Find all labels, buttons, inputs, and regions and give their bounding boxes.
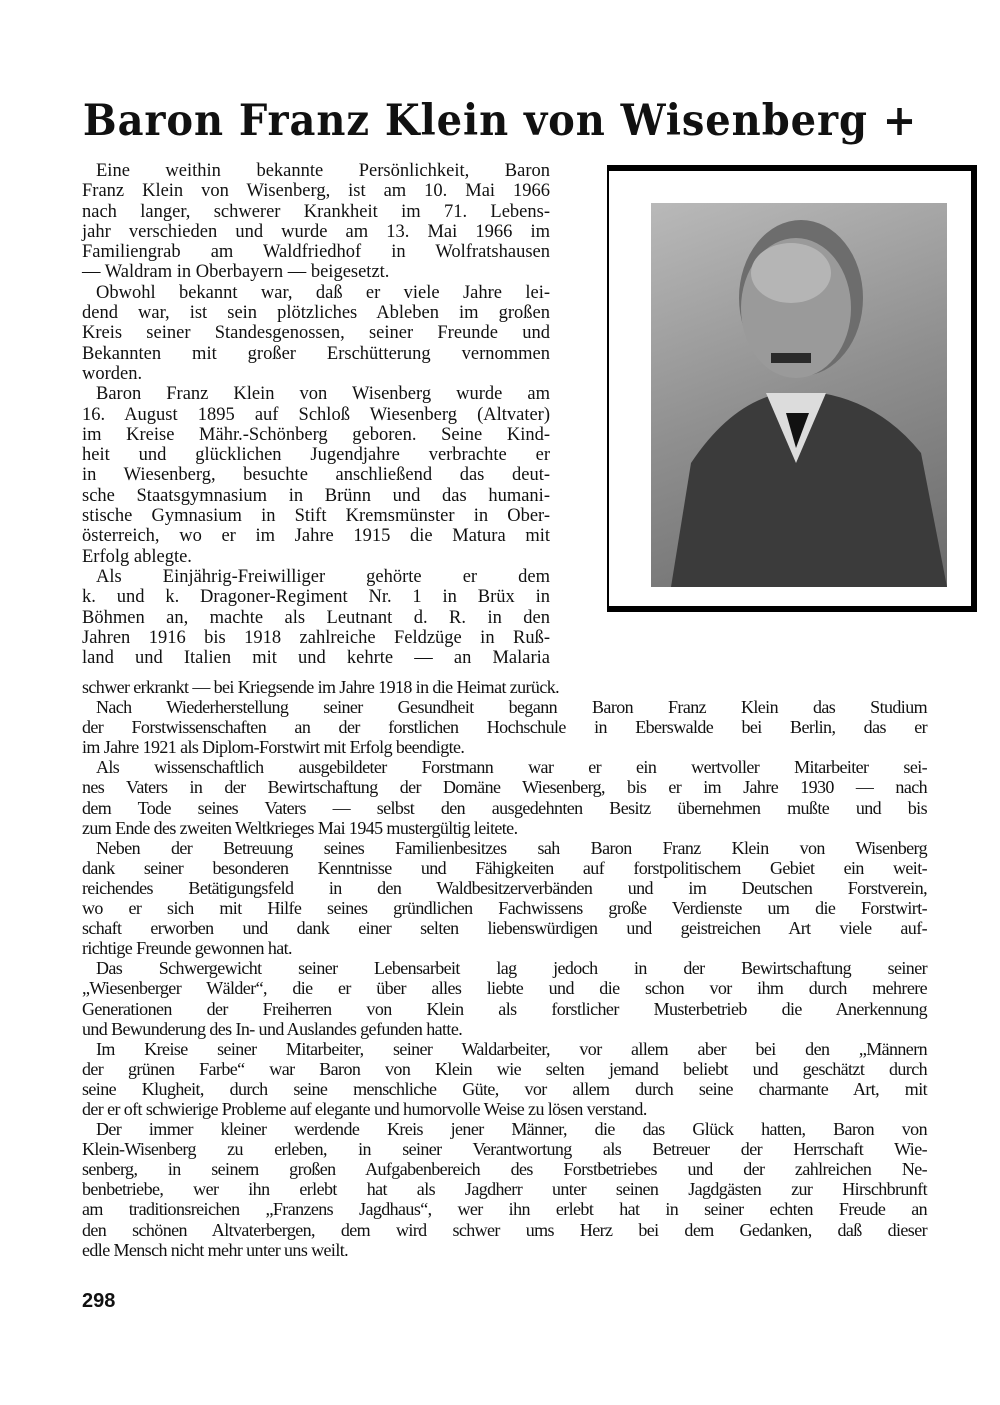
text-line: Als wissenschaftlich ausgebildeter Forstmann war er ein wertvoller Mitarbeiter sei- — [96, 757, 927, 778]
text-line: zum Ende des zweiten Weltkrieges Mai 1945 mustergültig leitete. — [82, 817, 518, 838]
text-line: k. und k. Dragoner-Regiment Nr. 1 in Brüx in — [82, 587, 550, 608]
text-line: Neben der Betreuung seines Familienbesitzes sah Baron Franz Klein von Wisenberg — [96, 837, 927, 858]
text-line: in Wiesenberg, besuchte anschließend das deut- — [82, 465, 550, 486]
text-line: Im Kreise seiner Mitarbeiter, seiner Waldarbeiter, vor allem aber bei den „Männern — [96, 1038, 927, 1059]
text-line: sche Staatsgymnasium in Brünn und das humani- — [82, 485, 550, 506]
text-line: Obwohl bekannt war, daß er viele Jahre lei- — [96, 282, 550, 303]
text-line: Baron Franz Klein von Wisenberg wurde am — [96, 384, 550, 405]
text-line: 16. August 1895 auf Schloß Wiesenberg (Altvater) — [82, 404, 550, 425]
page-number: 298 — [82, 1290, 116, 1312]
text-line: richtige Freunde gewonnen hat. — [82, 938, 292, 959]
text-line: Generationen der Freiherren von Klein als forstlicher Musterbetrieb die Anerkennung — [82, 998, 927, 1019]
text-line: wo er sich mit Hilfe seines gründlichen Fachwissens große Verdienste um die Forstwirt- — [82, 898, 927, 919]
article-body-full-width — [82, 677, 927, 1260]
text-line: österreich, wo er im Jahre 1915 die Matura mit — [82, 526, 550, 547]
text-line: der Forstwissenschaften an der forstlichen Hochschule in Eberswalde bei Berlin, das er — [82, 717, 927, 738]
text-line: benbetriebe, wer ihn erlebt hat als Jagdherr unter seinen Jagdgästen zur Hirschbrunft — [82, 1179, 927, 1200]
text-line: dem Tode seines Vaters — selbst den ausgedehnten Besitz übernehmen mußte und bis — [82, 797, 927, 818]
text-line: worden. — [82, 363, 143, 384]
text-line: seine Klugheit, durch seine menschliche Güte, vor allem durch seine charmante Art, mit — [82, 1078, 927, 1099]
text-line: der er oft schwierige Probleme auf elegante und humorvolle Weise zu lösen verstand. — [82, 1098, 647, 1119]
text-line: im Jahre 1921 als Diplom-Forstwirt mit Erfolg beendigte. — [82, 737, 465, 758]
text-line: nach langer, schwerer Krankheit im 71. Lebens- — [82, 201, 550, 222]
text-line: „Wiesenberger Wälder“, die er über alles liebte und die schon vor ihm durch mehrere — [82, 978, 927, 999]
portrait-photo-frame — [607, 165, 977, 612]
text-line: reichendes Betätigungsfeld in den Waldbesitzerverbänden und im Deutschen Forstverein, — [82, 877, 927, 898]
text-line: Eine weithin bekannte Persönlichkeit, Baron — [96, 161, 550, 181]
portrait-photo — [651, 203, 947, 587]
text-line: nes Vaters in der Bewirtschaftung der Domäne Wiesenberg, bis er im Jahre 1930 — nach — [82, 777, 927, 798]
article-body-column — [82, 161, 550, 668]
text-line: dank seiner besonderen Kenntnisse und Fähigkeiten auf forstpolitischem Gebiet ein weit- — [82, 857, 927, 878]
text-line: im Kreise Mähr.-Schönberg geboren. Seine Kind- — [82, 424, 550, 445]
text-line: jahr verschieden und wurde am 13. Mai 1966 im — [82, 221, 550, 242]
text-line: — Waldram in Oberbayern — beigesetzt. — [82, 262, 390, 283]
text-line: Kreis seiner Standesgenossen, seiner Freunde und — [82, 323, 550, 344]
text-line: Bekannten mit großer Erschütterung vernommen — [82, 343, 550, 364]
text-line: Böhmen an, machte als Leutnant d. R. in den — [82, 607, 550, 628]
text-line: Erfolg ablegte. — [82, 546, 192, 567]
text-line: den schönen Altvaterbergen, dem wird schwer ums Herz bei dem Gedanken, daß dieser — [82, 1219, 927, 1240]
text-line: am traditionsreichen „Franzens Jagdhaus“, wer ihn erlebt hat in seiner echten Freude an — [82, 1199, 927, 1220]
text-line: Franz Klein von Wisenberg, ist am 10. Mai 1966 — [82, 181, 550, 202]
text-line: schaft erworben und dank einer selten liebenswürdigen und geistreichen Art viele auf- — [82, 918, 927, 939]
text-line: und Bewunderung des In- und Auslandes gefunden hatte. — [82, 1018, 463, 1039]
text-line: Der immer kleiner werdende Kreis jener Männer, die das Glück hatten, Baron von — [96, 1119, 927, 1140]
text-line: stische Gymnasium in Stift Kremsmünster in Ober- — [82, 506, 550, 527]
text-line: senberg, in seinem großen Aufgabenbereich des Forstbetriebes und der zahlreichen Ne- — [82, 1159, 927, 1180]
text-line: land und Italien mit und kehrte — an Malaria — [82, 648, 550, 669]
text-line: Als Einjährig-Freiwilliger gehörte er dem — [96, 566, 550, 587]
text-line: Familiengrab am Waldfriedhof in Wolfratshausen — [82, 242, 550, 263]
text-line: dend war, ist sein plötzliches Ableben im großen — [82, 303, 550, 324]
text-line: der grünen Farbe“ war Baron von Klein wie selten jemand beliebt und geschätzt durch — [82, 1058, 927, 1079]
text-line: schwer erkrankt — bei Kriegsende im Jahre 1918 in die Heimat zurück. — [82, 677, 560, 697]
text-line: Das Schwergewicht seiner Lebensarbeit lag jedoch in der Bewirtschaftung seiner — [96, 958, 927, 979]
text-line: Jahren 1916 bis 1918 zahlreiche Feldzüge in Ruß- — [82, 627, 550, 648]
text-line: heit und glücklichen Jugendjahre verbrachte er — [82, 445, 550, 466]
text-line: Klein-Wisenberg zu erleben, in seiner Verantwortung als Betreuer der Herrschaft Wie- — [82, 1139, 927, 1160]
text-line: Nach Wiederherstellung seiner Gesundheit begann Baron Franz Klein das Studium — [96, 697, 927, 718]
portrait-image — [651, 203, 947, 587]
article-title: Baron Franz Klein von Wisenberg + — [82, 96, 918, 146]
text-line: edle Mensch nicht mehr unter uns weilt. — [82, 1239, 349, 1260]
